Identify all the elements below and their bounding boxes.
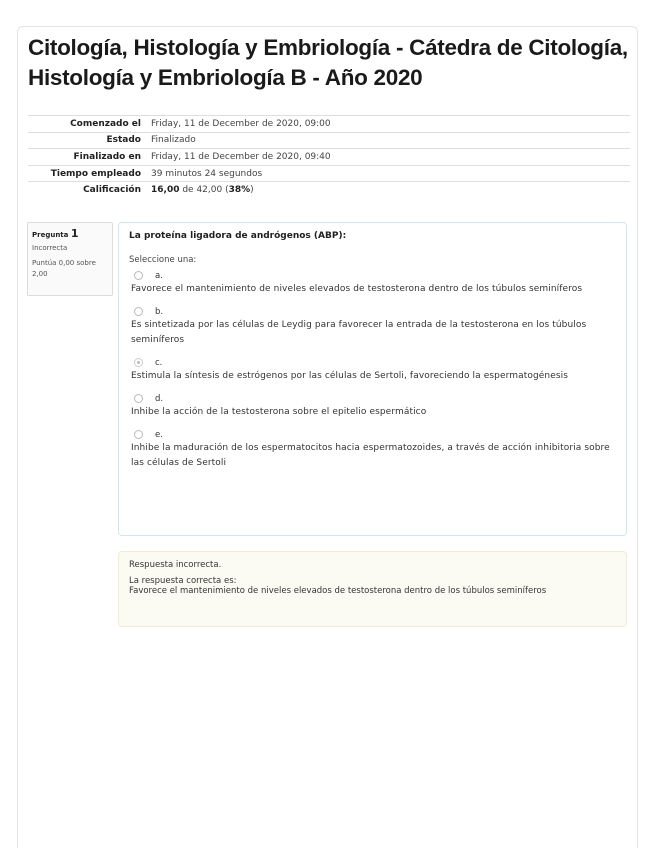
summary-row-state (28, 132, 630, 149)
answer-option-c (129, 356, 616, 384)
summary-row-grade (28, 182, 630, 199)
feedback-box (118, 551, 627, 627)
question-number (32, 228, 108, 241)
option-text: Inhibe la maduración de los espermatocitos hacia espermatozoides, a través de acción inhibitoria sobre las células de Sertoli (131, 443, 610, 468)
summary-value: Friday, 11 de December de 2020, 09:00 (151, 118, 331, 129)
summary-label: Comenzado el (70, 118, 141, 129)
radio-option-e[interactable] (134, 430, 143, 439)
radio-option-c[interactable] (134, 358, 143, 367)
radio-option-d[interactable] (134, 394, 143, 403)
page-title: Citología, Histología y Embriología - Cátedra de Citología, Histología y Embriología B - Año 2020 (28, 35, 628, 90)
quiz-summary-table (28, 115, 630, 198)
option-letter: c. (155, 357, 163, 368)
radio-option-b[interactable] (134, 307, 143, 316)
radio-option-a[interactable] (134, 271, 143, 280)
correct-answer-text: Favorece el mantenimiento de niveles elevados de testosterona dentro de los túbulos seminíferos (129, 586, 547, 596)
summary-value: Finalizado (151, 135, 196, 146)
option-text: Favorece el mantenimiento de niveles elevados de testosterona dentro de los túbulos seminíferos (131, 284, 583, 294)
question-number-value: 1 (70, 227, 79, 240)
question-state: Incorrecta (32, 244, 68, 252)
option-text: Inhibe la acción de la testosterona sobre el epitelio espermático (131, 407, 427, 417)
option-letter: a. (155, 270, 163, 281)
summary-value: Friday, 11 de December de 2020, 09:40 (151, 151, 331, 162)
question-text: La proteína ligadora de andrógenos (ABP): (129, 231, 347, 241)
summary-label: Finalizado en (73, 151, 141, 162)
option-text: Es sintetizada por las células de Leydig para favorecer la entrada de la testosterona en los túbulos seminíferos (131, 320, 587, 345)
grade-max: de 42,00 (182, 185, 223, 196)
answer-option-e (129, 428, 616, 471)
question-mark: Puntúa 0,00 sobre 2,00 (32, 259, 96, 278)
feedback-result: Respuesta incorrecta. (129, 560, 222, 570)
question-formulation (118, 222, 627, 536)
option-letter: b. (155, 306, 164, 317)
option-letter: e. (155, 429, 163, 440)
option-text: Estimula la síntesis de estrógenos por las células de Sertoli, favoreciendo la espermatogénesis (131, 371, 569, 381)
summary-value: 16,00 de 42,00 (38%) (151, 185, 254, 196)
answer-option-b (129, 305, 616, 348)
question-number-label: Pregunta (32, 231, 69, 239)
answer-option-d (129, 392, 616, 420)
summary-label: Calificación (83, 185, 141, 196)
grade-percent: 38% (228, 185, 251, 196)
option-letter: d. (155, 393, 164, 404)
summary-row-finished (28, 149, 630, 166)
summary-label: Estado (106, 135, 141, 146)
correct-answer-label: La respuesta correcta es: (129, 576, 237, 586)
answer-prompt: Seleccione una: (129, 255, 197, 265)
summary-label: Tiempo empleado (50, 168, 141, 179)
grade-score: 16,00 (151, 185, 180, 196)
summary-value: 39 minutos 24 segundos (151, 168, 263, 179)
summary-row-time-taken (28, 165, 630, 182)
answer-option-a (129, 269, 616, 297)
summary-row-started (28, 116, 630, 133)
question-info-box (27, 222, 113, 296)
